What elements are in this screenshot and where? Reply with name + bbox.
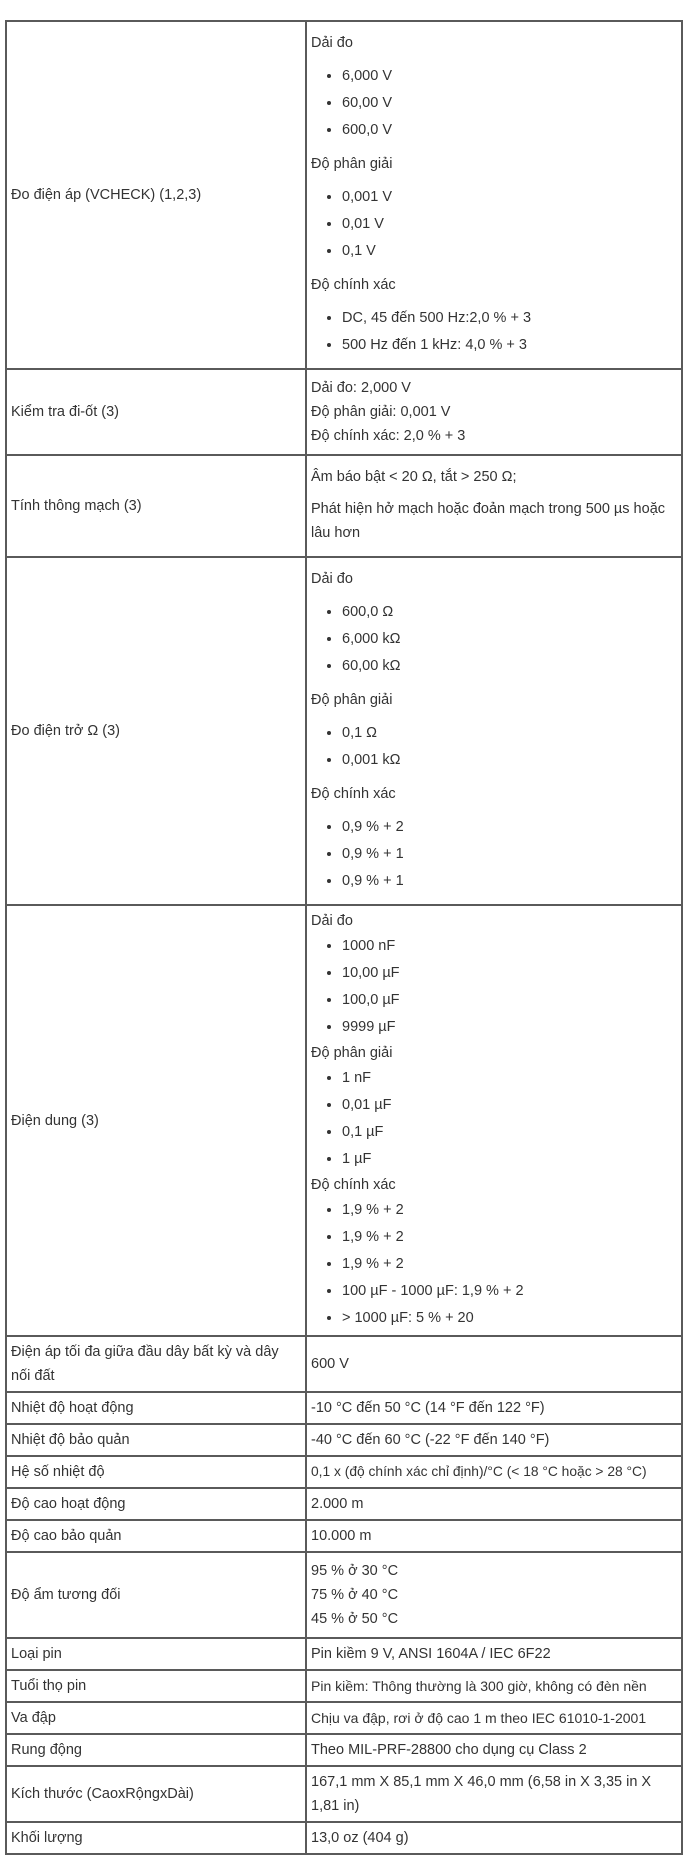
value-list [311,814,677,895]
list-item: • 1,9 % + 2 [342,1197,677,1224]
section-heading: Dải đo [311,571,353,587]
section-heading: Độ chính xác [311,786,396,802]
spec-label: Rung động [6,1734,306,1766]
spec-value: 167,1 mm X 85,1 mm X 46,0 mm (6,58 in X 3,35 in X 1,81 in) [306,1766,682,1822]
spec-row-max-voltage [6,1336,682,1392]
list-item: • 1,9 % + 2 [342,1251,677,1278]
value-list [311,63,677,144]
list-item: • 0,1 Ω [342,720,677,747]
list-item: • 600,0 Ω [342,599,677,626]
spec-value: -10 °C đến 50 °C (14 °F đến 122 °F) [306,1392,682,1424]
spec-row-diode [6,369,682,455]
spec-label: Khối lượng [6,1822,306,1854]
spec-value: 600 V [306,1336,682,1392]
list-item: • 6,000 V [342,63,677,90]
spec-label: Độ cao bảo quản [6,1520,306,1552]
spec-value: -40 °C đến 60 °C (-22 °F đến 140 °F) [306,1424,682,1456]
value-line: 45 % ở 50 °C [311,1611,399,1627]
value-line: Độ chính xác: 2,0 % + 3 [311,428,466,444]
spec-row-continuity [6,455,682,557]
value-list [311,720,677,774]
spec-label: Đo điện trở Ω (3) [6,557,306,905]
value-line: 95 % ở 30 °C [311,1563,399,1579]
list-item: • 0,1 µF [342,1119,677,1146]
spec-label: Nhiệt độ bảo quản [6,1424,306,1456]
list-item: • 60,00 V [342,90,677,117]
spec-row-battery-life [6,1670,682,1702]
spec-table [5,20,683,1855]
value-line: Dải đo: 2,000 V [311,380,411,396]
spec-value: Pin kiềm 9 V, ANSI 1604A / IEC 6F22 [306,1638,682,1670]
spec-label: Độ cao hoạt động [6,1488,306,1520]
spec-value [306,905,682,1336]
spec-row-vibration [6,1734,682,1766]
spec-label: Độ ẩm tương đối [6,1552,306,1638]
spec-value [306,21,682,369]
spec-row-resistance [6,557,682,905]
spec-value: 13,0 oz (404 g) [306,1822,682,1854]
spec-label: Tuổi thọ pin [6,1670,306,1702]
spec-label: Đo điện áp (VCHECK) (1,2,3) [6,21,306,369]
list-item: • 9999 µF [342,1014,677,1041]
spec-label: Tính thông mạch (3) [6,455,306,557]
value-line: 75 % ở 40 °C [311,1587,399,1603]
value-list [311,305,677,359]
spec-label: Hệ số nhiệt độ [6,1456,306,1488]
spec-row-storage-temp [6,1424,682,1456]
spec-value [306,557,682,905]
list-item: • 6,000 kΩ [342,626,677,653]
spec-label: Kích thước (CaoxRộngxDài) [6,1766,306,1822]
section-heading: Độ chính xác [311,1177,396,1193]
spec-label: Kiểm tra đi-ốt (3) [6,369,306,455]
section-heading: Độ phân giải [311,1045,393,1061]
spec-row-capacitance [6,905,682,1336]
list-item: • 1,9 % + 2 [342,1224,677,1251]
spec-label: Điện dung (3) [6,905,306,1336]
spec-row-storage-altitude [6,1520,682,1552]
section-heading: Dải đo [311,35,353,51]
spec-label: Va đập [6,1702,306,1734]
spec-value [306,1552,682,1638]
spec-row-temp-coefficient [6,1456,682,1488]
value-line: Độ phân giải: 0,001 V [311,404,451,420]
list-item: • 0,9 % + 2 [342,814,677,841]
list-item: • 1 nF [342,1065,677,1092]
list-item: • > 1000 µF: 5 % + 20 [342,1305,677,1332]
list-item: • 0,1 V [342,238,677,265]
list-item: • 0,01 V [342,211,677,238]
value-list [311,184,677,265]
spec-row-dimensions [6,1766,682,1822]
list-item: • 0,01 µF [342,1092,677,1119]
list-item: • DC, 45 đến 500 Hz:2,0 % + 3 [342,305,677,332]
spec-row-operating-altitude [6,1488,682,1520]
section-heading: Độ chính xác [311,277,396,293]
spec-row-battery-type [6,1638,682,1670]
spec-value: Chịu va đập, rơi ở độ cao 1 m theo IEC 61010-1-2001 [306,1702,682,1734]
spec-label: Điện áp tối đa giữa đầu dây bất kỳ và dây nối đất [6,1336,306,1392]
value-paragraph: Phát hiện hở mạch hoặc đoản mạch trong 500 µs hoặc lâu hơn [311,501,666,541]
value-list [311,1197,677,1332]
list-item: • 0,001 V [342,184,677,211]
spec-row-operating-temp [6,1392,682,1424]
spec-label: Nhiệt độ hoạt động [6,1392,306,1424]
list-item: • 10,00 µF [342,960,677,987]
spec-value: 10.000 m [306,1520,682,1552]
list-item: • 1 µF [342,1146,677,1173]
spec-value: Theo MIL-PRF-28800 cho dụng cụ Class 2 [306,1734,682,1766]
section-heading: Độ phân giải [311,156,393,172]
list-item: • 60,00 kΩ [342,653,677,680]
list-item: • 0,9 % + 1 [342,868,677,895]
value-list [311,1065,677,1173]
list-item: • 0,9 % + 1 [342,841,677,868]
spec-row-shock [6,1702,682,1734]
list-item: • 500 Hz đến 1 kHz: 4,0 % + 3 [342,332,677,359]
spec-row-weight [6,1822,682,1854]
spec-value: 0,1 x (độ chính xác chỉ định)/°C (< 18 °C hoặc > 28 °C) [306,1456,682,1488]
value-list [311,933,677,1041]
value-paragraph: Âm báo bật < 20 Ω, tắt > 250 Ω; [311,469,517,485]
spec-label: Loại pin [6,1638,306,1670]
list-item: • 100,0 µF [342,987,677,1014]
list-item: • 1000 nF [342,933,677,960]
spec-row-humidity [6,1552,682,1638]
list-item: • 0,001 kΩ [342,747,677,774]
spec-value [306,369,682,455]
section-heading: Dải đo [311,913,353,929]
list-item: • 600,0 V [342,117,677,144]
section-heading: Độ phân giải [311,692,393,708]
spec-value [306,455,682,557]
spec-value: 2.000 m [306,1488,682,1520]
value-list [311,599,677,680]
spec-row-voltage [6,21,682,369]
list-item: • 100 µF - 1000 µF: 1,9 % + 2 [342,1278,677,1305]
spec-value: Pin kiềm: Thông thường là 300 giờ, không có đèn nền [306,1670,682,1702]
